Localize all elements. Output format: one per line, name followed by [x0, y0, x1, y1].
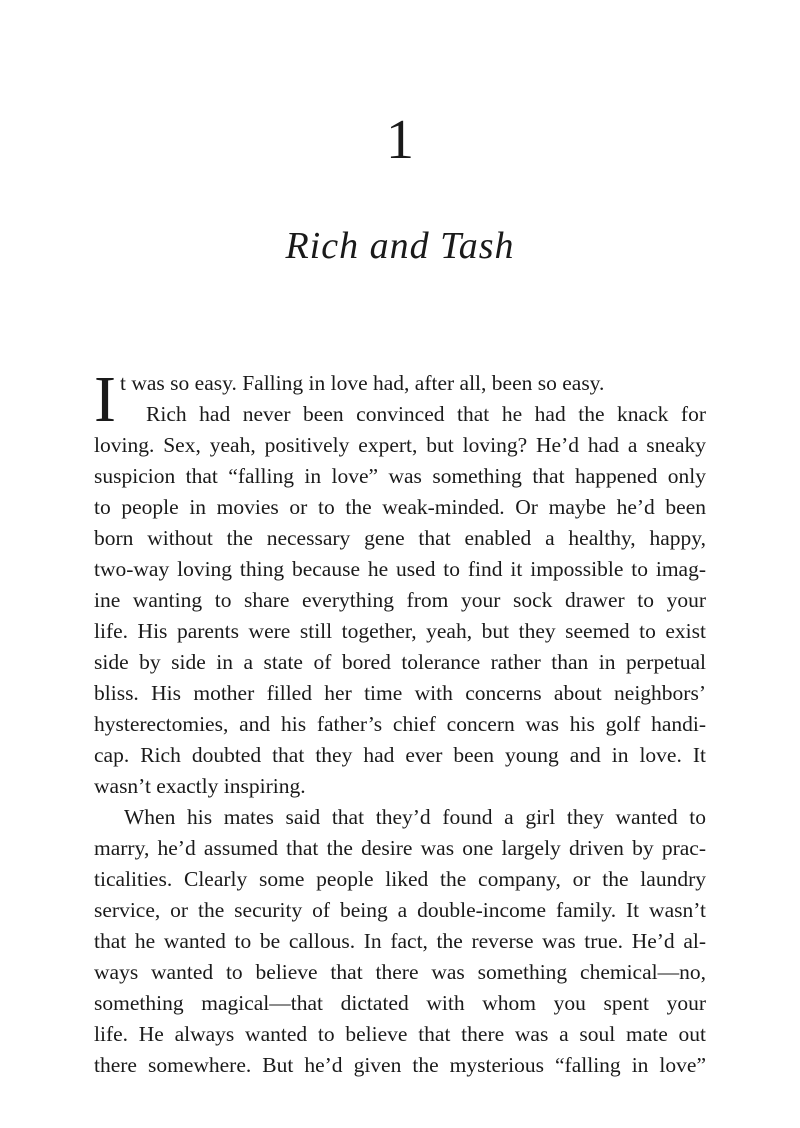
text-line: that he wanted to be callous. In fact, the reverse was true. He’d al- — [94, 929, 706, 953]
text-line: cap. Rich doubted that they had ever been young and in love. It — [94, 743, 706, 767]
text-line: side by side in a state of bored tolerance rather than in perpetual — [94, 650, 706, 674]
text-line: two-way loving thing because he used to find it impossible to imag- — [94, 557, 706, 581]
text-line: life. His parents were still together, yeah, but they seemed to exist — [94, 619, 706, 643]
text-line: loving. Sex, yeah, positively expert, but loving? He’d had a sneaky — [94, 433, 706, 457]
text-line: born without the necessary gene that enabled a healthy, happy, — [94, 526, 706, 550]
text-line: When his mates said that they’d found a girl they wanted to — [124, 805, 706, 829]
text-line: to people in movies or to the weak-minded. Or maybe he’d been — [94, 495, 706, 519]
chapter-title: Rich and Tash — [285, 225, 515, 267]
text-line: ways wanted to believe that there was something chemical—no, — [94, 960, 706, 984]
text-line: bliss. His mother filled her time with concerns about neighbors’ — [94, 681, 706, 705]
drop-cap: I — [94, 363, 116, 436]
text-line: hysterectomies, and his father’s chief concern was his golf handi- — [94, 712, 706, 736]
text-line: marry, he’d assumed that the desire was one largely driven by prac- — [94, 836, 706, 860]
text-line: suspicion that “falling in love” was something that happened only — [94, 464, 706, 488]
text-line: t was so easy. Falling in love had, after all, been so easy. — [120, 371, 605, 395]
text-line: Rich had never been convinced that he had the knack for — [146, 402, 706, 426]
chapter-body — [94, 363, 706, 1081]
text-line: there somewhere. But he’d given the mysterious “falling in love” — [94, 1053, 706, 1077]
text-line: service, or the security of being a double-income family. It wasn’t — [94, 898, 706, 922]
text-line: ticalities. Clearly some people liked the company, or the laundry — [94, 867, 706, 891]
text-line: something magical—that dictated with whom you spent your — [94, 991, 706, 1015]
text-line: life. He always wanted to believe that there was a soul mate out — [94, 1022, 706, 1046]
chapter-number: 1 — [386, 109, 414, 171]
text-line: wasn’t exactly inspiring. — [94, 774, 306, 798]
text-line: ine wanting to share everything from your sock drawer to your — [94, 588, 706, 612]
